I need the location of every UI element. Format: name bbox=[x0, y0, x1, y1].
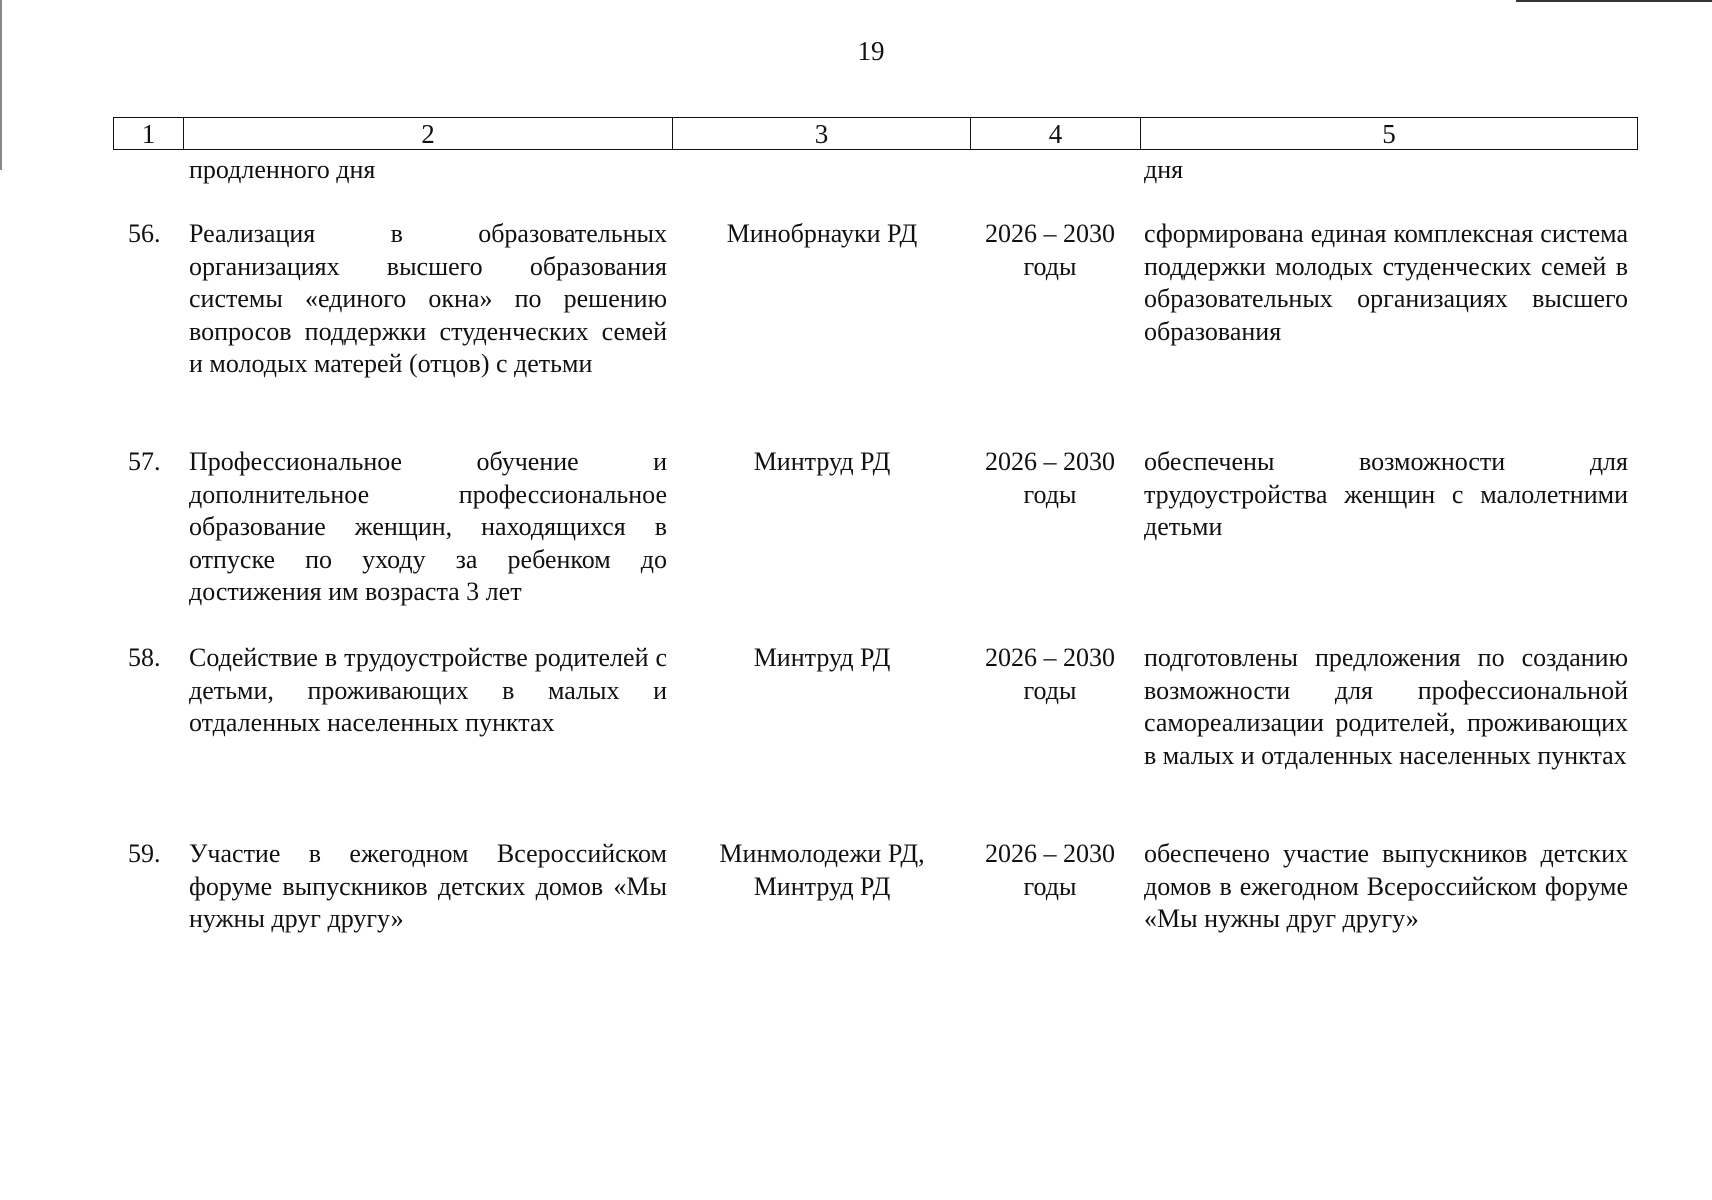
term-text: 2026 – 2030 годы bbox=[985, 643, 1115, 705]
measure-text: Реализация в образовательных организациях высшего образования системы «единого окна» по решению вопросов поддержки студенческих семей и молодых матерей (отцов) с детьми bbox=[189, 219, 667, 378]
executor-text: Минобрнауки РД bbox=[726, 219, 918, 248]
scan-top-line bbox=[1516, 0, 1712, 2]
result-text: обеспечены возможности для трудоустройства женщин с малолетними детьми bbox=[1144, 447, 1628, 541]
result-text: подготовлены предложения по созданию возможности для профессиональной самореализации родителей, проживающих в малых и отдаленных населенных пунктах bbox=[1144, 643, 1628, 770]
header-col-4: 4 bbox=[971, 118, 1141, 150]
row-number: 57. bbox=[128, 447, 161, 476]
header-col-1: 1 bbox=[114, 118, 184, 150]
header-col-2: 2 bbox=[184, 118, 673, 150]
executor-text: Минмолодежи РД, Минтруд РД bbox=[719, 839, 925, 901]
header-col-3: 3 bbox=[673, 118, 971, 150]
row-number: 59. bbox=[128, 839, 161, 868]
scan-margin-line bbox=[0, 0, 2, 170]
row-number: 56. bbox=[128, 219, 161, 248]
term-text: 2026 – 2030 годы bbox=[985, 839, 1115, 901]
term-text: 2026 – 2030 годы bbox=[985, 219, 1115, 281]
header-row bbox=[114, 118, 1638, 150]
column-number-header bbox=[113, 117, 1638, 150]
executor-text: Минтруд РД bbox=[753, 447, 891, 476]
row-number: 58. bbox=[128, 643, 161, 672]
executor-text: Минтруд РД bbox=[753, 643, 891, 672]
header-col-5: 5 bbox=[1141, 118, 1638, 150]
page-number: 19 bbox=[857, 36, 885, 66]
continuation-result: дня bbox=[1144, 155, 1184, 184]
measure-text: Содействие в трудоустройстве родителей с детьми, проживающих в малых и отдаленных населенных пунктах bbox=[189, 643, 667, 737]
measure-text: Профессиональное обучение и дополнительное профессиональное образование женщин, находящихся в отпуске по уходу за ребенком до достижения им возраста 3 лет bbox=[189, 447, 667, 606]
continuation-measure: продленного дня bbox=[189, 155, 376, 184]
measure-text: Участие в ежегодном Всероссийском форуме выпускников детских домов «Мы нужны друг другу» bbox=[189, 839, 667, 933]
result-text: обеспечено участие выпускников детских домов в ежегодном Всероссийском форуме «Мы нужны друг другу» bbox=[1144, 839, 1628, 933]
term-text: 2026 – 2030 годы bbox=[985, 447, 1115, 509]
result-text: сформирована единая комплексная система поддержки молодых студенческих семей в образовательных организациях высшего образования bbox=[1144, 219, 1628, 346]
